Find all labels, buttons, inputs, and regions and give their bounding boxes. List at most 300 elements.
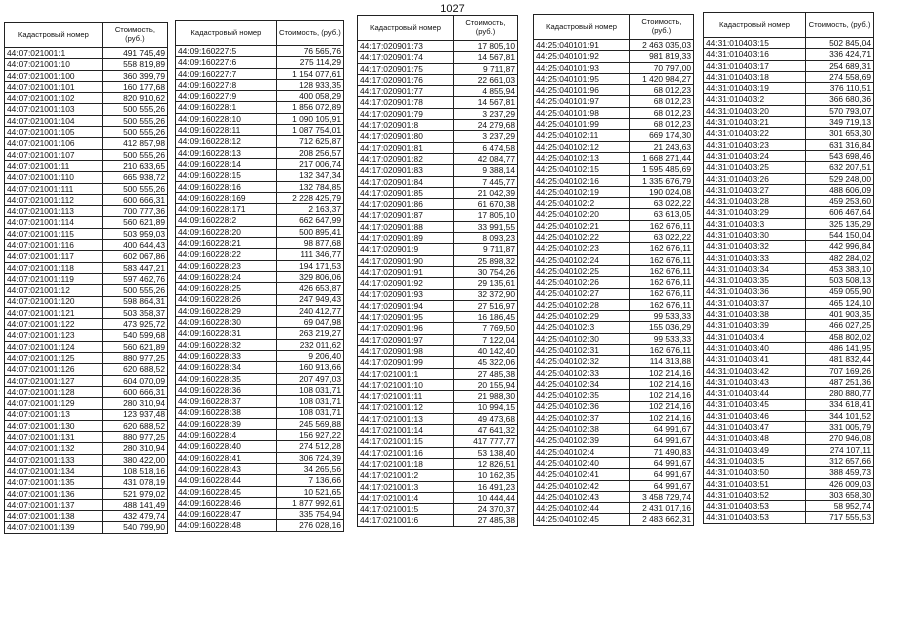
cadastral-number-cell: 44:17:020901:95 — [358, 312, 454, 323]
table-row — [534, 96, 694, 107]
table-row — [176, 215, 344, 226]
table-row — [704, 343, 874, 354]
table-row — [358, 120, 518, 131]
cost-cell: 32 372,90 — [454, 289, 518, 300]
cadastral-number-cell: 44:25:040101:95 — [534, 73, 630, 84]
cost-cell: 1 335 676,79 — [630, 175, 694, 186]
cost-cell: 114 313,88 — [630, 356, 694, 367]
cost-cell: 280 880,77 — [806, 388, 874, 399]
cadastral-number-cell: 44:07:021001:114 — [5, 217, 103, 228]
cadastral-number-cell: 44:09:160228:48 — [176, 520, 277, 531]
cost-cell: 21 243,63 — [630, 141, 694, 152]
table-row — [5, 522, 168, 533]
table-row — [534, 254, 694, 265]
cost-cell: 453 383,10 — [806, 263, 874, 274]
cadastral-number-cell: 44:07:021001:112 — [5, 194, 103, 205]
table-row — [358, 346, 518, 357]
cadastral-number-cell: 44:09:160228:45 — [176, 486, 277, 497]
table-row — [704, 388, 874, 399]
table-row — [704, 150, 874, 161]
table-row — [5, 273, 168, 284]
cost-cell: 68 012,23 — [630, 119, 694, 130]
cost-cell: 1 154 077,61 — [276, 68, 343, 79]
table-row — [5, 364, 168, 375]
cadastral-number-cell: 44:09:160228:25 — [176, 283, 277, 294]
cadastral-number-cell: 44:09:160228:35 — [176, 373, 277, 384]
table-row — [534, 198, 694, 209]
table-row — [176, 486, 344, 497]
cost-cell: 207 497,03 — [276, 373, 343, 384]
table-row — [534, 412, 694, 423]
cost-cell: 162 676,11 — [630, 299, 694, 310]
cadastral-number-cell: 44:09:160228:38 — [176, 407, 277, 418]
cadastral-number-cell: 44:17:020901:9 — [358, 244, 454, 255]
cadastral-number-cell: 44:31:010403:22 — [704, 128, 806, 139]
cadastral-number-cell: 44:31:010403:21 — [704, 117, 806, 128]
cost-cell: 162 676,11 — [630, 220, 694, 231]
cadastral-number-cell: 44:25:040102:21 — [534, 220, 630, 231]
cost-cell: 64 991,67 — [630, 457, 694, 468]
cadastral-number-cell: 44:25:040102:30 — [534, 333, 630, 344]
cadastral-number-cell: 44:17:020901:89 — [358, 233, 454, 244]
table-row — [534, 457, 694, 468]
table-row — [176, 317, 344, 328]
table-row — [5, 115, 168, 126]
cadastral-number-cell: 44:17:021001:4 — [358, 492, 454, 503]
cadastral-number-cell: 44:07:021001:107 — [5, 149, 103, 160]
table-row — [176, 362, 344, 373]
cost-cell: 4 855,94 — [454, 86, 518, 97]
cost-cell: 662 647,99 — [276, 215, 343, 226]
cost-cell: 380 422,00 — [102, 454, 167, 465]
table-row — [704, 218, 874, 229]
table-row — [358, 436, 518, 447]
cadastral-number-cell: 44:17:020901:88 — [358, 221, 454, 232]
cost-cell: 481 832,44 — [806, 354, 874, 365]
table-row — [534, 322, 694, 333]
table-row — [704, 376, 874, 387]
cadastral-number-cell: 44:09:160227:8 — [176, 79, 277, 90]
table-row — [176, 396, 344, 407]
table-row — [176, 520, 344, 531]
header-cadastral-number: Кадастровый номер — [358, 16, 454, 41]
cadastral-number-cell: 44:07:021001:122 — [5, 319, 103, 330]
cadastral-number-cell: 44:07:021001:120 — [5, 296, 103, 307]
cost-cell: 344 101,52 — [806, 410, 874, 421]
cadastral-number-cell: 44:07:021001:126 — [5, 364, 103, 375]
cadastral-number-cell: 44:07:021001:103 — [5, 104, 103, 115]
cost-cell: 880 977,25 — [102, 353, 167, 364]
table-row — [176, 452, 344, 463]
cost-cell: 3 458 729,74 — [630, 491, 694, 502]
cost-cell: 12 826,51 — [454, 458, 518, 469]
cost-cell: 482 284,02 — [806, 252, 874, 263]
cadastral-table-3 — [357, 15, 518, 527]
cost-cell: 247 949,43 — [276, 294, 343, 305]
table-row — [534, 390, 694, 401]
cadastral-number-cell: 44:09:160228:29 — [176, 305, 277, 316]
cadastral-number-cell: 44:31:010403:29 — [704, 207, 806, 218]
cost-cell: 442 996,84 — [806, 241, 874, 252]
cost-cell: 275 114,29 — [276, 57, 343, 68]
cost-cell: 388 459,73 — [806, 467, 874, 478]
cadastral-number-cell: 44:25:040101:97 — [534, 96, 630, 107]
table-row — [176, 57, 344, 68]
cadastral-number-cell: 44:09:160228:21 — [176, 238, 277, 249]
cost-cell: 102 214,16 — [630, 378, 694, 389]
table-row — [5, 228, 168, 239]
table-row — [176, 91, 344, 102]
cost-cell: 488 141,49 — [102, 499, 167, 510]
cadastral-number-cell: 44:25:040102:37 — [534, 412, 630, 423]
table-row — [5, 409, 168, 420]
cost-cell: 2 163,37 — [276, 204, 343, 215]
cost-cell: 9 388,14 — [454, 165, 518, 176]
table-row — [704, 365, 874, 376]
cadastral-number-cell: 44:31:010403:26 — [704, 173, 806, 184]
table-row — [176, 181, 344, 192]
table-row — [358, 470, 518, 481]
table-row — [358, 108, 518, 119]
cadastral-number-cell: 44:31:010403:43 — [704, 376, 806, 387]
cadastral-number-cell: 44:07:021001:11 — [5, 160, 103, 171]
cost-cell: 102 214,16 — [630, 412, 694, 423]
table-row — [358, 63, 518, 74]
cost-cell: 162 676,11 — [630, 288, 694, 299]
table-row — [704, 297, 874, 308]
cost-cell: 707 169,26 — [806, 365, 874, 376]
cost-cell: 10 521,65 — [276, 486, 343, 497]
table-row — [5, 296, 168, 307]
table-row — [176, 430, 344, 441]
cadastral-number-cell: 44:25:040102:39 — [534, 435, 630, 446]
table-row — [704, 252, 874, 263]
cost-cell: 210 633,65 — [102, 160, 167, 171]
cost-cell: 64 991,67 — [630, 424, 694, 435]
table-row — [176, 249, 344, 260]
cadastral-number-cell: 44:25:040102:43 — [534, 491, 630, 502]
cadastral-number-cell: 44:25:040101:91 — [534, 40, 630, 51]
cost-cell: 162 676,11 — [630, 265, 694, 276]
cost-cell: 29 135,61 — [454, 278, 518, 289]
cost-cell: 25 898,32 — [454, 255, 518, 266]
cadastral-number-cell: 44:31:010403:35 — [704, 275, 806, 286]
cost-cell: 9 206,40 — [276, 351, 343, 362]
cadastral-number-cell: 44:07:021001:12 — [5, 285, 103, 296]
table-row — [534, 277, 694, 288]
cost-cell: 459 253,60 — [806, 196, 874, 207]
cost-cell: 503 959,03 — [102, 228, 167, 239]
cost-cell: 597 462,76 — [102, 273, 167, 284]
cost-cell: 1 595 485,69 — [630, 164, 694, 175]
cadastral-number-cell: 44:25:040102:27 — [534, 288, 630, 299]
table-row — [176, 68, 344, 79]
cadastral-number-cell: 44:07:021001:119 — [5, 273, 103, 284]
cadastral-number-cell: 44:07:021001:113 — [5, 206, 103, 217]
table-row — [176, 497, 344, 508]
cost-cell: 263 219,27 — [276, 328, 343, 339]
table-row — [5, 194, 168, 205]
cadastral-number-cell: 44:07:021001:106 — [5, 138, 103, 149]
header-cost: Стоимость, (руб.) — [806, 13, 874, 38]
table-row — [358, 52, 518, 63]
cost-cell: 360 399,79 — [102, 70, 167, 81]
table-row — [5, 443, 168, 454]
header-cost: Стоимость, (руб.) — [102, 23, 167, 48]
cadastral-number-cell: 44:25:040102:35 — [534, 390, 630, 401]
cost-cell: 240 412,77 — [276, 305, 343, 316]
table-row — [534, 220, 694, 231]
header-cost: Стоимость, (руб.) — [630, 15, 694, 40]
cost-cell: 280 310,94 — [102, 443, 167, 454]
table-row — [5, 172, 168, 183]
table-row — [5, 398, 168, 409]
cadastral-number-cell: 44:31:010403:32 — [704, 241, 806, 252]
cadastral-number-cell: 44:31:010403:23 — [704, 139, 806, 150]
cost-cell: 280 310,94 — [102, 398, 167, 409]
cadastral-number-cell: 44:09:160228:10 — [176, 113, 277, 124]
cadastral-number-cell: 44:31:010403:53 — [704, 512, 806, 523]
cadastral-number-cell: 44:25:040102:20 — [534, 209, 630, 220]
cadastral-number-cell: 44:25:040102:3 — [534, 322, 630, 333]
cadastral-number-cell: 44:07:021001:101 — [5, 81, 103, 92]
table-row — [5, 488, 168, 499]
cost-cell: 2 483 662,31 — [630, 514, 694, 525]
table-row — [358, 187, 518, 198]
table-row — [358, 357, 518, 368]
cadastral-number-cell: 44:31:010403:46 — [704, 410, 806, 421]
cost-cell: 160 913,66 — [276, 362, 343, 373]
cost-cell: 458 802,02 — [806, 331, 874, 342]
table-row — [5, 511, 168, 522]
cadastral-number-cell: 44:17:020901:86 — [358, 199, 454, 210]
cadastral-number-cell: 44:31:010403:17 — [704, 60, 806, 71]
cost-cell: 500 555,26 — [102, 127, 167, 138]
table-row — [176, 475, 344, 486]
cost-cell: 366 680,36 — [806, 94, 874, 105]
cadastral-number-cell: 44:07:021001:127 — [5, 375, 103, 386]
cadastral-number-cell: 44:25:040102:24 — [534, 254, 630, 265]
table-row — [358, 244, 518, 255]
cost-cell: 155 036,29 — [630, 322, 694, 333]
table-row — [176, 384, 344, 395]
table-row — [5, 465, 168, 476]
cost-cell: 63 613,05 — [630, 209, 694, 220]
cadastral-number-cell: 44:17:020901:78 — [358, 97, 454, 108]
cost-cell: 10 994,15 — [454, 402, 518, 413]
cadastral-number-cell: 44:31:010403:16 — [704, 49, 806, 60]
table-row — [534, 311, 694, 322]
table-row — [5, 319, 168, 330]
cadastral-number-cell: 44:17:020901:93 — [358, 289, 454, 300]
cadastral-number-cell: 44:07:021001:136 — [5, 488, 103, 499]
cost-cell: 7 122,04 — [454, 334, 518, 345]
cadastral-number-cell: 44:07:021001:132 — [5, 443, 103, 454]
cost-cell: 349 719,13 — [806, 117, 874, 128]
cost-cell: 602 067,86 — [102, 251, 167, 262]
cost-cell: 500 555,26 — [102, 183, 167, 194]
table-row — [176, 260, 344, 271]
cost-cell: 108 031,71 — [276, 384, 343, 395]
cost-cell: 1 087 754,01 — [276, 125, 343, 136]
table-row — [358, 368, 518, 379]
cadastral-number-cell: 44:31:010403:28 — [704, 196, 806, 207]
cadastral-number-cell: 44:09:160228:22 — [176, 249, 277, 260]
cadastral-number-cell: 44:25:040102:28 — [534, 299, 630, 310]
cost-cell: 270 946,08 — [806, 433, 874, 444]
cost-cell: 700 777,36 — [102, 206, 167, 217]
cost-cell: 58 952,74 — [806, 501, 874, 512]
table-header-row — [704, 13, 874, 38]
table-row — [534, 51, 694, 62]
cost-cell: 10 162,35 — [454, 470, 518, 481]
table-row — [176, 373, 344, 384]
cadastral-number-cell: 44:31:010403:34 — [704, 263, 806, 274]
cost-cell: 76 565,76 — [276, 46, 343, 57]
cost-cell: 336 424,71 — [806, 49, 874, 60]
table-row — [5, 70, 168, 81]
table-row — [176, 102, 344, 113]
cost-cell: 71 490,83 — [630, 446, 694, 457]
cadastral-number-cell: 44:31:010403:27 — [704, 184, 806, 195]
cost-cell: 102 214,16 — [630, 390, 694, 401]
table-row — [5, 48, 168, 59]
cadastral-number-cell: 44:17:020901:85 — [358, 187, 454, 198]
table-row — [176, 238, 344, 249]
cadastral-number-cell: 44:31:010403:47 — [704, 422, 806, 433]
cost-cell: 274 107,11 — [806, 444, 874, 455]
cadastral-number-cell: 44:17:021001:12 — [358, 402, 454, 413]
cost-cell: 111 346,77 — [276, 249, 343, 260]
table-row — [5, 59, 168, 70]
cadastral-number-cell: 44:09:160228:23 — [176, 260, 277, 271]
cadastral-number-cell: 44:17:020901:84 — [358, 176, 454, 187]
cadastral-number-cell: 44:25:040102:23 — [534, 243, 630, 254]
cadastral-number-cell: 44:07:021001:134 — [5, 465, 103, 476]
cost-cell: 543 698,46 — [806, 150, 874, 161]
table-row — [534, 164, 694, 175]
cost-cell: 301 653,30 — [806, 128, 874, 139]
cost-cell: 487 251,36 — [806, 376, 874, 387]
table-row — [358, 289, 518, 300]
cost-cell: 432 479,74 — [102, 511, 167, 522]
table-row — [176, 113, 344, 124]
cadastral-number-cell: 44:17:021001:18 — [358, 458, 454, 469]
table-row — [5, 432, 168, 443]
cadastral-number-cell: 44:07:021001:130 — [5, 420, 103, 431]
table-row — [534, 356, 694, 367]
cost-cell: 64 991,67 — [630, 435, 694, 446]
cost-cell: 70 797,00 — [630, 62, 694, 73]
table-row — [704, 49, 874, 60]
cost-cell: 69 047,98 — [276, 317, 343, 328]
table-row — [534, 424, 694, 435]
cost-cell: 162 676,11 — [630, 243, 694, 254]
cadastral-number-cell: 44:07:021001:110 — [5, 172, 103, 183]
cost-cell: 1 420 984,27 — [630, 73, 694, 84]
cadastral-number-cell: 44:07:021001:116 — [5, 240, 103, 251]
table-row — [534, 40, 694, 51]
cadastral-number-cell: 44:09:160228:30 — [176, 317, 277, 328]
cost-cell: 99 533,33 — [630, 333, 694, 344]
cadastral-number-cell: 44:31:010403:19 — [704, 83, 806, 94]
table-row — [5, 499, 168, 510]
cadastral-number-cell: 44:25:040102:34 — [534, 378, 630, 389]
cost-cell: 30 754,26 — [454, 266, 518, 277]
table-row — [534, 175, 694, 186]
cadastral-number-cell: 44:17:021001:14 — [358, 425, 454, 436]
cadastral-number-cell: 44:09:160228:33 — [176, 351, 277, 362]
cadastral-number-cell: 44:25:040102:12 — [534, 141, 630, 152]
cadastral-number-cell: 44:25:040102:29 — [534, 311, 630, 322]
cadastral-number-cell: 44:07:021001:131 — [5, 432, 103, 443]
cadastral-number-cell: 44:09:160228:37 — [176, 396, 277, 407]
table-row — [704, 60, 874, 71]
cadastral-number-cell: 44:25:040102:15 — [534, 164, 630, 175]
cadastral-number-cell: 44:25:040101:96 — [534, 85, 630, 96]
table-row — [358, 425, 518, 436]
cost-cell: 2 431 017,16 — [630, 503, 694, 514]
cadastral-number-cell: 44:31:010403:41 — [704, 354, 806, 365]
cost-cell: 600 666,31 — [102, 194, 167, 205]
table-row — [534, 186, 694, 197]
cadastral-number-cell: 44:07:021001:117 — [5, 251, 103, 262]
cadastral-number-cell: 44:17:021001:3 — [358, 481, 454, 492]
table-row — [704, 83, 874, 94]
cadastral-number-cell: 44:31:010403:53 — [704, 501, 806, 512]
table-row — [534, 243, 694, 254]
cadastral-number-cell: 44:07:021001:13 — [5, 409, 103, 420]
table-row — [704, 444, 874, 455]
table-row — [534, 345, 694, 356]
table-row — [358, 300, 518, 311]
table-row — [5, 160, 168, 171]
cost-cell: 123 937,48 — [102, 409, 167, 420]
cost-cell: 9 711,87 — [454, 244, 518, 255]
cost-cell: 400 058,29 — [276, 91, 343, 102]
cost-cell: 68 012,23 — [630, 85, 694, 96]
cadastral-number-cell: 44:17:020901:73 — [358, 41, 454, 52]
cadastral-number-cell: 44:31:010403:44 — [704, 388, 806, 399]
cost-cell: 132 347,34 — [276, 170, 343, 181]
table-row — [534, 299, 694, 310]
cost-cell: 426 653,87 — [276, 283, 343, 294]
cost-cell: 6 474,58 — [454, 142, 518, 153]
cadastral-number-cell: 44:17:020901:96 — [358, 323, 454, 334]
cadastral-table-1 — [4, 22, 168, 534]
table-row — [704, 162, 874, 173]
cadastral-number-cell: 44:09:160228:11 — [176, 125, 277, 136]
cost-cell: 1 090 105,91 — [276, 113, 343, 124]
cadastral-number-cell: 44:25:040102:2 — [534, 198, 630, 209]
table-row — [704, 478, 874, 489]
cadastral-number-cell: 44:31:010403:2 — [704, 94, 806, 105]
cost-cell: 99 533,33 — [630, 311, 694, 322]
cost-cell: 132 784,85 — [276, 181, 343, 192]
cost-cell: 500 555,26 — [102, 149, 167, 160]
table-row — [176, 351, 344, 362]
cost-cell: 303 658,30 — [806, 489, 874, 500]
cost-cell: 7 769,50 — [454, 323, 518, 334]
cadastral-number-cell: 44:09:160228:43 — [176, 463, 277, 474]
cadastral-number-cell: 44:17:021001:2 — [358, 470, 454, 481]
table-row — [5, 127, 168, 138]
table-row — [704, 38, 874, 49]
table-row — [704, 399, 874, 410]
table-row — [704, 128, 874, 139]
cadastral-number-cell: 44:07:021001:138 — [5, 511, 103, 522]
table-row — [358, 312, 518, 323]
